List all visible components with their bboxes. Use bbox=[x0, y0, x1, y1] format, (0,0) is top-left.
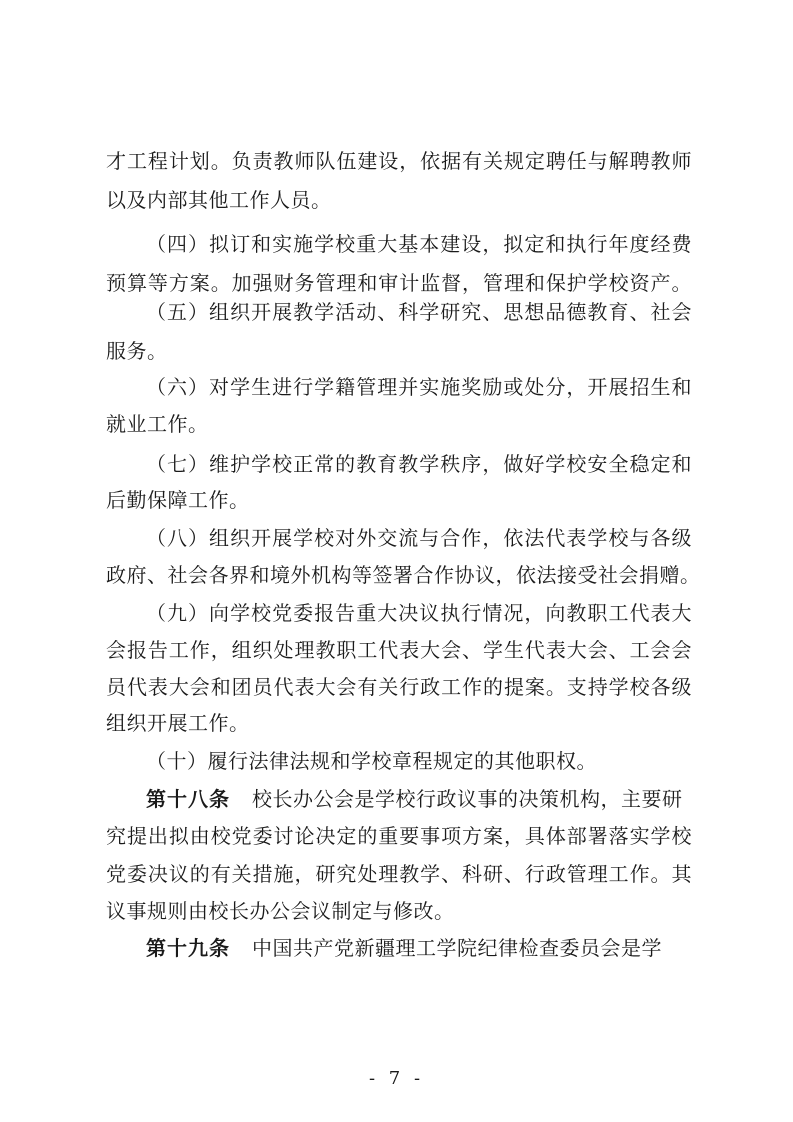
body-line: 党委决议的有关措施，研究处理教学、科研、行政管理工作。其 bbox=[106, 862, 692, 886]
body-line: 组织开展工作。 bbox=[106, 711, 250, 735]
body-text: 中国共产党新疆理工学院纪律检查委员会是学 bbox=[252, 936, 662, 960]
article-18-first-line bbox=[146, 784, 692, 814]
body-line: （五）组织开展教学活动、科学研究、思想品德教育、社会 bbox=[146, 300, 692, 324]
body-line: （四）拟订和实施学校重大基本建设，拟定和执行年度经费 bbox=[146, 232, 692, 256]
body-line: 服务。 bbox=[106, 339, 168, 363]
body-line: （八）组织开展学校对外交流与合作，依法代表学校与各级 bbox=[146, 526, 692, 550]
body-text: 校长办公会是学校行政议事的决策机构，主要研 bbox=[252, 787, 683, 811]
body-line: 究提出拟由校党委讨论决定的重要事项方案，具体部署落实学校 bbox=[106, 824, 692, 848]
article-18-heading: 第十八条 bbox=[146, 787, 230, 811]
body-line: 就业工作。 bbox=[106, 412, 209, 436]
page-number: - 7 - bbox=[368, 1068, 425, 1089]
body-line: 政府、社会各界和境外机构等签署合作协议，依法接受社会捐赠。 bbox=[106, 563, 701, 587]
body-line: （七）维护学校正常的教育教学秩序，做好学校安全稳定和 bbox=[146, 452, 692, 476]
body-line: （九）向学校党委报告重大决议执行情况，向教职工代表大 bbox=[146, 601, 692, 625]
body-line: 后勤保障工作。 bbox=[106, 488, 250, 512]
article-19-first-line bbox=[146, 933, 692, 963]
body-line: 员代表大会和团员代表大会有关行政工作的提案。支持学校各级 bbox=[106, 675, 692, 699]
body-line: 议事规则由校长办公会议制定与修改。 bbox=[106, 899, 455, 923]
body-line: 以及内部其他工作人员。 bbox=[106, 188, 332, 212]
body-line: 会报告工作，组织处理教职工代表大会、学生代表大会、工会会 bbox=[106, 638, 692, 662]
body-line: （六）对学生进行学籍管理并实施奖励或处分，开展招生和 bbox=[146, 375, 692, 399]
body-line: （十）履行法律法规和学校章程规定的其他职权。 bbox=[146, 749, 597, 773]
body-line: 预算等方案。加强财务管理和审计监督，管理和保护学校资产。 bbox=[106, 271, 692, 295]
body-line: 才工程计划。负责教师队伍建设，依据有关规定聘任与解聘教师 bbox=[106, 149, 692, 173]
article-19-heading: 第十九条 bbox=[146, 936, 230, 960]
